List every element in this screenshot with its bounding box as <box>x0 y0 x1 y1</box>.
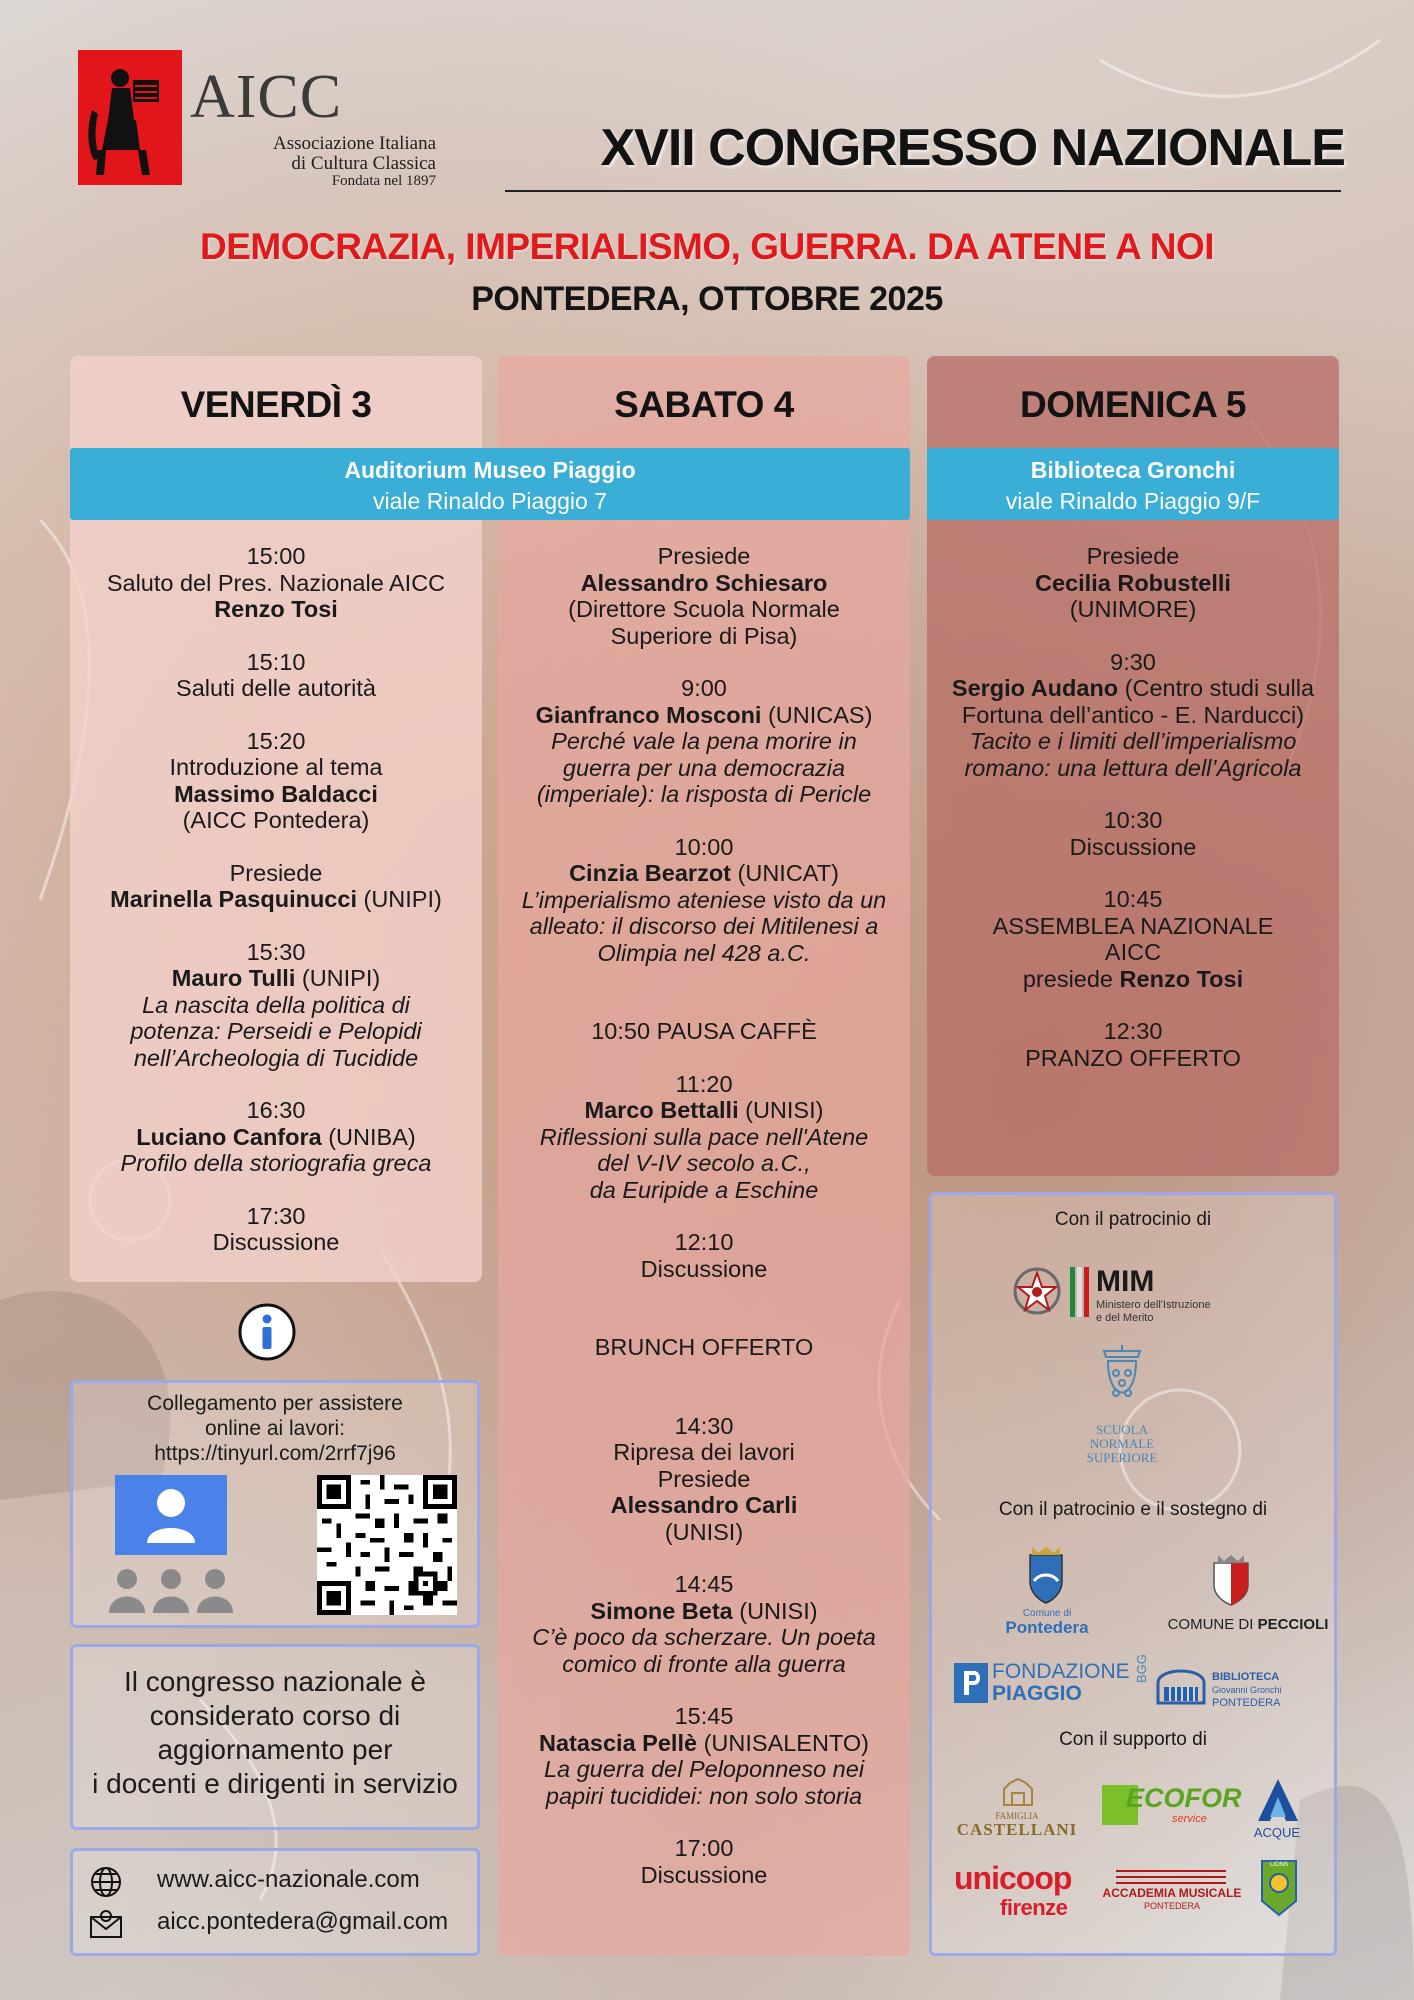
peccioli-name: PECCIOLI <box>1257 1616 1329 1633</box>
speaker-affiliation: (UNICAS) <box>761 701 873 728</box>
course-notice <box>73 1665 477 1801</box>
acque-logo-icon <box>1256 1777 1300 1823</box>
entry-time: 9:30 <box>1110 648 1156 675</box>
ecofor-sub: service <box>1172 1813 1207 1825</box>
email-row[interactable] <box>73 1903 477 1943</box>
program-entry <box>927 807 1339 860</box>
entry-text: Discussione <box>640 1861 768 1888</box>
normale-line: SCUOLA <box>1095 1422 1148 1437</box>
speaker-affiliation: (UNIPI) <box>356 886 442 912</box>
mim-logo-subtitle <box>1096 1299 1211 1325</box>
accademia-line: PONTEDERA <box>1143 1901 1200 1911</box>
speaker-name: Simone Beta <box>590 1597 733 1624</box>
gronchi-library-icon <box>1154 1657 1208 1707</box>
talk-title: potenza: Perseidi e Pelopidi <box>130 1018 422 1044</box>
entry-text: Discussione <box>640 1255 768 1282</box>
course-line: considerato corso di <box>149 1700 401 1731</box>
program-entry <box>498 1071 910 1204</box>
speaker-affiliation: (UNIMORE) <box>1069 596 1197 622</box>
gronchi-line: Giovanni Gronchi <box>1212 1685 1282 1695</box>
speaker-name: Marco Bettalli <box>584 1097 739 1123</box>
day-heading-sunday: DOMENICA 5 <box>1020 384 1246 425</box>
venue-name: Biblioteca Gronchi <box>1030 457 1236 483</box>
italian-emblem-icon <box>1012 1263 1062 1321</box>
day-heading-saturday: SABATO 4 <box>614 384 794 425</box>
program-chair <box>927 543 1339 623</box>
talk-title: La nascita della politica di <box>142 991 410 1018</box>
aicc-emblem <box>78 50 182 185</box>
peccioli-prefix: COMUNE DI <box>1167 1616 1258 1633</box>
training-course-box <box>70 1644 480 1830</box>
venue-banner-gronchi <box>927 448 1339 520</box>
entry-time: 15:30 <box>246 938 306 965</box>
talk-title: Tacito e i limiti dell’imperialismo <box>969 728 1297 754</box>
brunch <box>498 1334 910 1361</box>
speaker-affiliation: (UNIPI) <box>295 965 381 991</box>
support-label: Con il supporto di <box>1059 1729 1207 1750</box>
program-entry <box>70 543 482 623</box>
speaker-affiliation: (UNISALENTO) <box>697 1729 869 1756</box>
program-entry <box>927 886 1339 992</box>
entry-time: 14:30 <box>674 1412 734 1439</box>
speaker-name: Massimo Baldacci <box>174 780 378 807</box>
mim-sub-line: e del Merito <box>1096 1312 1154 1324</box>
accademia-wordmark <box>1102 1887 1242 1913</box>
entry-text: BRUNCH OFFERTO <box>594 1334 814 1360</box>
entry-time: 15:45 <box>674 1703 734 1729</box>
entry-time: 14:45 <box>674 1571 734 1597</box>
entry-text: AICC <box>1104 939 1162 965</box>
entry-time: 12:30 <box>1103 1018 1163 1044</box>
talk-title: guerra per una democrazia <box>562 754 846 781</box>
entry-time: 17:30 <box>246 1202 306 1229</box>
online-line: online ai lavori: <box>204 1417 346 1440</box>
patronage-label: Con il patrocinio di <box>1054 1209 1212 1230</box>
program-entry <box>70 939 482 1072</box>
email-link[interactable]: aicc.pontedera@gmail.com <box>157 1908 449 1935</box>
entry-text: Discussione <box>212 1229 340 1255</box>
unicoop-wordmark: unicoop <box>954 1860 1072 1896</box>
peccioli-wordmark <box>1158 1616 1338 1633</box>
email-icon <box>89 1907 123 1941</box>
entry-time: 11:20 <box>675 1070 733 1097</box>
speaker-name: Sergio Audano <box>951 675 1119 701</box>
entry-time: 16:30 <box>246 1097 306 1123</box>
speaker-name: Cinzia Bearzot <box>569 860 731 886</box>
chair-label: Presiede <box>229 859 323 886</box>
talk-title: Riflessioni sulla pace nell'Atene <box>539 1123 869 1150</box>
normale-wordmark <box>1072 1423 1172 1465</box>
talk-title: Olimpia nel 428 a.C. <box>597 939 811 966</box>
aicc-line-3: Fondata nel 1897 <box>331 172 436 189</box>
normale-line: NORMALE <box>1089 1436 1155 1451</box>
speaker-name: Alessandro Carli <box>610 1492 798 1518</box>
piaggio-line: FONDAZIONE <box>992 1660 1130 1683</box>
place-and-date: PONTEDERA, OTTOBRE 2025 <box>471 280 943 318</box>
program-entry <box>70 1097 482 1177</box>
talk-title: alleato: il discorso dei Mitilenesi a <box>529 913 879 939</box>
talk-title: da Euripide a Eschine <box>589 1176 819 1203</box>
acque-wordmark: ACQUE <box>1253 1825 1301 1840</box>
entry-time: 17:00 <box>674 1835 734 1861</box>
entry-text: Introduzione al tema <box>169 754 383 780</box>
program-chair <box>70 860 482 913</box>
coffee-break <box>498 1018 910 1045</box>
castellani-name: CASTELLANI <box>956 1820 1078 1839</box>
program-entry <box>927 1018 1339 1071</box>
piaggio-wordmark <box>992 1661 1130 1705</box>
accademia-line: ACCADEMIA MUSICALE <box>1102 1886 1242 1900</box>
ecofor-wordmark: ECOFOR <box>1126 1783 1242 1813</box>
speaker-affiliation: (UNIBA) <box>321 1123 416 1150</box>
talk-title: papiri tucididei: non solo storia <box>545 1782 863 1809</box>
speaker-name: Renzo Tosi <box>1119 965 1244 992</box>
piaggio-mark-icon <box>954 1663 988 1703</box>
mim-sub-line: Ministero dell'Istruzione <box>1096 1299 1211 1311</box>
talk-title: comico di fronte alla guerra <box>562 1650 846 1677</box>
entry-time: 15:20 <box>246 727 306 754</box>
pontedera-wordmark <box>992 1607 1102 1635</box>
pontedera-crest-icon <box>1024 1545 1068 1607</box>
congress-theme: DEMOCRAZIA, IMPERIALISMO, GUERRA. DA ATENE A NOI <box>199 226 1215 267</box>
gronchi-line: BIBLIOTECA <box>1212 1671 1280 1683</box>
talk-title: Perché vale la pena morire in <box>551 728 857 754</box>
venue-banner-piaggio <box>70 448 910 520</box>
mim-flag-white <box>1077 1267 1082 1317</box>
castellani-small: FAMIGLIA <box>995 1811 1039 1821</box>
venue-address: viale Rinaldo Piaggio 9/F <box>1005 488 1261 514</box>
aicc-wordmark: AICC <box>190 63 343 131</box>
entry-time: 15:00 <box>246 543 306 569</box>
bgg-mark: BGG <box>1134 1654 1149 1683</box>
program-saturday <box>498 543 910 1914</box>
entry-text: Saluto del Pres. Nazionale AICC <box>106 569 446 596</box>
title-divider <box>505 190 1341 192</box>
program-sunday <box>927 543 1339 1097</box>
speaker-name: Mauro Tulli <box>171 965 296 991</box>
unicoop-city: firenze <box>1000 1895 1068 1920</box>
online-meeting-icon <box>107 1475 243 1615</box>
mim-flag-green <box>1070 1267 1075 1317</box>
talk-title: C’è poco da scherzare. Un poeta <box>532 1624 876 1650</box>
qr-code[interactable] <box>317 1475 457 1615</box>
entry-text: Saluti delle autorità <box>176 675 376 701</box>
pontedera-small: Comune di <box>1022 1608 1072 1619</box>
entry-text: PRANZO OFFERTO <box>1025 1044 1241 1071</box>
speaker-affiliation: (UNISI) <box>664 1518 744 1545</box>
mim-logo-text: MIM <box>1096 1265 1155 1298</box>
program-entry <box>498 1571 910 1677</box>
speaker-name: Alessandro Schiesaro <box>580 569 828 596</box>
mim-flag-red <box>1084 1267 1089 1317</box>
speaker-affiliation: (UNISI) <box>738 1097 824 1123</box>
speaker-name: Cecilia Robustelli <box>1035 569 1231 596</box>
accademia-mark-icon <box>1116 1867 1226 1885</box>
aicc-fullname <box>196 134 436 190</box>
program-entry <box>498 1229 910 1282</box>
speaker-affiliation: (AICC Pontedera) <box>182 807 370 833</box>
entry-text: Ripresa dei lavori <box>613 1439 795 1465</box>
talk-title: romano: una lettura dell’Agricola <box>964 754 1302 781</box>
castellani-crest-icon <box>998 1777 1038 1809</box>
peccioli-crest-icon <box>1208 1551 1254 1609</box>
aicc-line-2: di Cultura Classica <box>291 152 436 174</box>
patronage-support-label: Con il patrocinio e il sostegno di <box>998 1499 1268 1520</box>
speaker-affiliation: Superiore di Pisa) <box>610 622 798 649</box>
congress-title: XVII CONGRESSO NAZIONALE <box>600 119 1345 177</box>
speaker-affiliation: (UNISI) <box>732 1597 818 1624</box>
talk-title: (imperiale): la risposta di Pericle <box>536 781 872 807</box>
patronage-box <box>929 1192 1337 1956</box>
info-icon <box>237 1302 297 1362</box>
chair-label: Presiede <box>657 543 751 569</box>
venue-address: viale Rinaldo Piaggio 7 <box>373 488 607 514</box>
speaker-name: Marinella Pasquinucci <box>110 886 357 912</box>
piaggio-line: PIAGGIO <box>992 1682 1082 1705</box>
speaker-affiliation: (Direttore Scuola Normale <box>568 596 840 622</box>
talk-title: La guerra del Peloponneso nei <box>543 1756 865 1782</box>
entry-text: Discussione <box>1069 833 1197 860</box>
online-stream-box <box>70 1380 480 1628</box>
contacts-box <box>70 1848 480 1956</box>
online-line: Collegamento per assistere <box>147 1392 403 1415</box>
website-row[interactable] <box>73 1861 477 1901</box>
gronchi-wordmark <box>1212 1671 1282 1710</box>
website-link[interactable]: www.aicc-nazionale.com <box>157 1866 420 1893</box>
pontedera-name: Pontedera <box>1005 1618 1089 1637</box>
entry-time: 15:10 <box>246 648 306 675</box>
talk-title: nell’Archeologia di Tucidide <box>133 1044 419 1071</box>
speaker-affiliation: (Centro studi sulla <box>1118 675 1315 701</box>
speaker-name: Natascia Pellè <box>538 1729 698 1756</box>
venue-name: Auditorium Museo Piaggio <box>344 457 636 483</box>
speaker-name: Renzo Tosi <box>214 596 338 622</box>
course-line: Il congresso nazionale è <box>124 1666 426 1697</box>
chair-label: Presiede <box>657 1465 751 1492</box>
castellani-wordmark <box>942 1809 1092 1837</box>
chair-label: Presiede <box>1086 543 1180 569</box>
entry-time: 10:00 <box>674 833 734 860</box>
speaker-affiliation: Fortuna dell’antico - E. Narducci) <box>961 701 1305 728</box>
aicc-line-1: Associazione Italiana <box>272 133 436 154</box>
speaker-name: Luciano Canfora <box>136 1123 322 1150</box>
program-entry <box>498 1413 910 1546</box>
globe-icon <box>89 1865 123 1899</box>
normale-line: SUPERIORE <box>1086 1450 1158 1465</box>
course-line: aggiornamento per <box>157 1734 393 1765</box>
entry-time: 10:45 <box>1103 886 1163 912</box>
program-entry <box>70 649 482 702</box>
entry-text: ASSEMBLEA NAZIONALE <box>992 912 1274 939</box>
program-entry <box>927 649 1339 782</box>
program-chair <box>498 543 910 649</box>
talk-title: del V-IV secolo a.C., <box>597 1150 811 1176</box>
talk-title: L’imperialismo ateniese visto da un <box>521 886 887 913</box>
entry-time: 10:30 <box>1103 807 1163 833</box>
program-friday <box>70 543 482 1282</box>
chair-label: presiede <box>1022 965 1120 992</box>
program-entry <box>498 1703 910 1809</box>
entry-text: 10:50 PAUSA CAFFÈ <box>591 1018 817 1044</box>
online-info <box>73 1391 477 1466</box>
program-entry <box>498 834 910 967</box>
entry-time: 12:10 <box>674 1229 734 1255</box>
speaker-name: Gianfranco Mosconi <box>535 701 762 728</box>
entry-time: 9:00 <box>681 675 727 701</box>
day-heading-friday: VENERDÌ 3 <box>180 384 372 425</box>
speaker-affiliation: (UNICAT) <box>731 860 839 886</box>
normale-crest-icon <box>1094 1343 1150 1421</box>
program-entry <box>70 1203 482 1256</box>
talk-title: Profilo della storiografia greca <box>120 1150 432 1176</box>
program-entry <box>498 675 910 808</box>
lions-wordmark: LIONS <box>1269 1862 1288 1868</box>
course-line: i docenti e dirigenti in servizio <box>92 1768 458 1799</box>
program-entry <box>498 1835 910 1888</box>
stream-link[interactable]: https://tinyurl.com/2rrf7j96 <box>154 1442 396 1465</box>
gronchi-line: PONTEDERA <box>1212 1697 1281 1709</box>
program-entry <box>70 728 482 834</box>
